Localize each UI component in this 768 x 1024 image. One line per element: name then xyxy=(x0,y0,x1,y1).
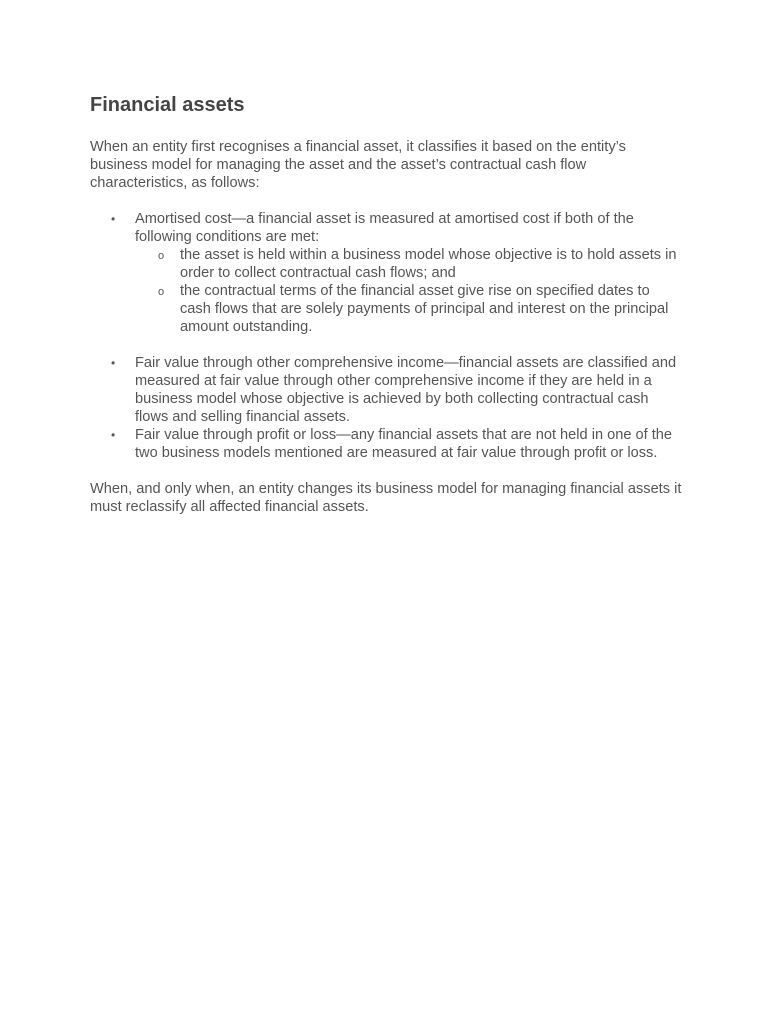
list-item-text: Amortised cost—a financial asset is measured at amortised cost if both of the following conditions are met: xyxy=(135,211,634,245)
sub-bullet-icon: o xyxy=(158,286,165,298)
sub-list-item-text: the asset is held within a business model whose objective is to hold assets in order to collect contractual cash flows; and xyxy=(180,247,677,281)
intro-paragraph: When an entity first recognises a financial asset, it classifies it based on the entity’s business model for managing the asset and the asset’s contractual cash flow characteristics, as follows: xyxy=(90,139,626,191)
bullet-icon: • xyxy=(111,428,116,442)
list-item-text: Fair value through profit or loss—any financial assets that are not held in one of the two business models mentioned are measured at fair value through profit or loss. xyxy=(135,427,673,461)
sub-bullet-icon: o xyxy=(158,250,165,262)
sub-list-item-text: the contractual terms of the financial asset give rise on specified dates to cash flows that are solely payments of principal and interest on the principal amount outstanding. xyxy=(180,283,669,335)
page-title: Financial assets xyxy=(90,94,245,116)
closing-paragraph: When, and only when, an entity changes its business model for managing financial assets it must reclassify all affected financial assets. xyxy=(90,481,682,515)
list-item-amortised-cost xyxy=(90,210,682,336)
list-item-fvtpl xyxy=(90,426,682,462)
list-item-fvoci xyxy=(90,354,682,426)
bullet-icon: • xyxy=(111,212,116,226)
sub-list-item xyxy=(135,246,682,282)
sub-list-item xyxy=(135,282,682,336)
list-item-text: Fair value through other comprehensive income—financial assets are classified and measured at fair value through other comprehensive income if they are held in a business model whose objective is achieved by both collecting contractual cash flows and selling financial assets. xyxy=(135,355,677,425)
bullet-icon: • xyxy=(111,356,116,370)
conditions-list xyxy=(135,246,682,336)
classification-list xyxy=(90,210,682,462)
document-page xyxy=(90,92,682,516)
